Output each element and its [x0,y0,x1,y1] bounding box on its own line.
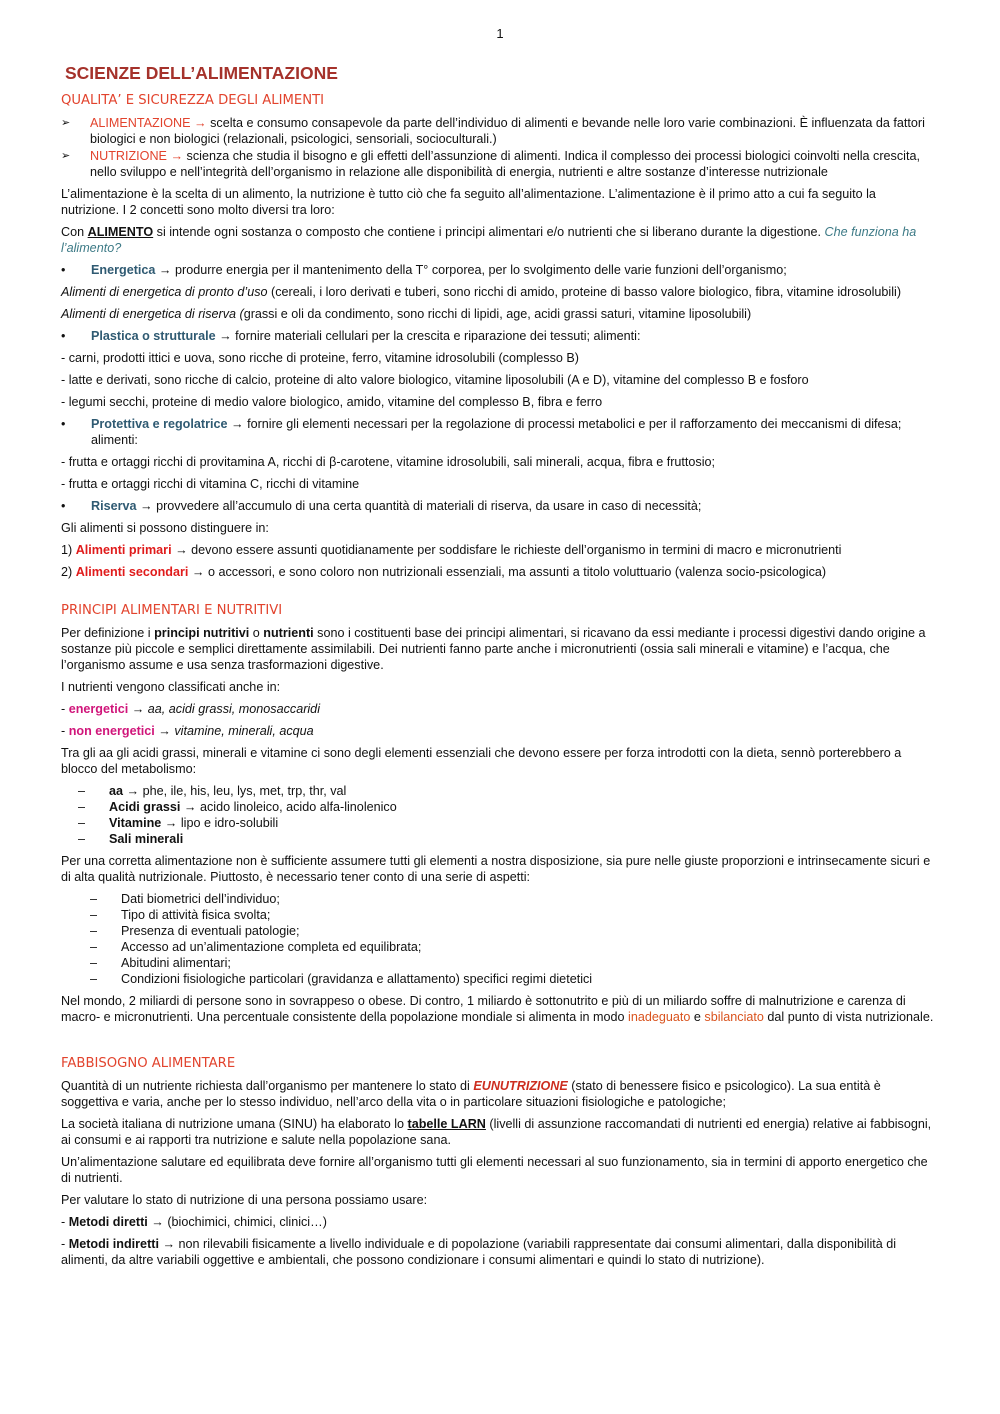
paragraph: L’alimentazione è la scelta di un alimento, la nutrizione è tutto ciò che fa seguito all’alimentazione. L’alimentazione è il primo atto a cui fa seguito la nutrizione. I 2 concetti sono molto diversi tra loro: [61,187,876,217]
item-secondari: 2) Alimenti secondari → o accessori, e sono coloro non nutrizionali essenziali, ma assunti a titolo voluttuario (valenza socio-psicologica) [61,565,827,579]
paragraph-pronto-uso: Alimenti di energetica di pronto d’uso (cereali, i loro derivati e tuberi, sono ricchi di amido, proteine di basso valore biologico, fibra, vitamine idrosolubili) [61,285,902,299]
item-energetici: - energetici → aa, acidi grassi, monosaccaridi [61,702,320,716]
paragraph: I nutrienti vengono classificati anche in: [61,680,281,694]
list-item: – Sali minerali [78,832,184,846]
list-item: – Accesso ad un’alimentazione completa ed equilibrata; [90,940,422,954]
paragraph: Gli alimenti si possono distinguere in: [61,521,269,535]
bullet-icon: • [61,417,66,431]
list-item: - latte e derivati, sono ricche di calcio, proteine di alto valore biologico, vitamine liposolubili (A e D), vitamine del complesso B e fosforo [61,373,809,387]
item-metodi-diretti: - Metodi diretti → (biochimici, chimici, clinici…) [61,1215,327,1229]
list-item: - legumi secchi, proteine di medio valore biologico, amido, vitamine del complesso B, fibra e ferro [61,395,603,409]
document-title: SCIENZE DELL’ALIMENTAZIONE [65,63,338,83]
bullet-plastica: • Plastica o strutturale → fornire materiali cellulari per la crescita e riparazione dei tessuti; alimenti: [61,329,641,343]
bullet-icon: • [61,329,66,343]
bullet-icon: • [61,499,66,513]
paragraph: Per valutare lo stato di nutrizione di una persona possiamo usare: [61,1193,428,1207]
paragraph: Tra gli aa gli acidi grassi, minerali e vitamine ci sono degli elementi essenziali che devono essere per forza introdotti con la dieta, sennò porterebbero a blocco del metabolismo: [61,746,902,776]
essentials-list [78,783,937,847]
definition-nutrizione [61,148,937,180]
page-content [61,62,937,1274]
list-item: – Condizioni fisiologiche particolari (gravidanza e allattamento) specifici regimi dietetici [90,972,593,986]
paragraph: Per definizione i principi nutritivi o nutrienti sono i costituenti base dei principi alimentari, si ricavano da essi mediante i processi digestivi dando origine a sostanze più piccole e semplici direttamente assimilabili. Dei nutrienti fanno parte anche i micronutrienti (ossia sali minerali e vitamine) e l’acqua, che l’organismo assume e usa senza trasformazioni digestive. [61,626,926,672]
arrow-bullet-icon: ➢ [61,117,71,129]
list-item: – Acidi grassi → acido linoleico, acido alfa-linolenico [78,800,397,814]
section-heading-fabbisogno: FABBISOGNO ALIMENTARE [61,1056,236,1071]
paragraph-riserva: Alimenti di energetica di riserva (grassi e oli da condimento, sono ricchi di lipidi, age, acidi grassi saturi, vitamine liposolubili) [61,307,752,321]
bullet-icon: • [61,263,66,277]
list-item: - carni, prodotti ittici e uova, sono ricche di proteine, ferro, vitamine idrosolubili (complesso B) [61,351,579,365]
item-primari: 1) Alimenti primari → devono essere assunti quotidianamente per soddisfare le richieste dell’organismo in termini di macro e micronutrienti [61,543,842,557]
paragraph: Nel mondo, 2 miliardi di persone sono in sovrappeso o obese. Di contro, 1 miliardo è sottonutrito e più di un miliardo soffre di malnutrizione e carenza di macro- e micronutrienti. Una percentuale consistente della popolazione mondiale si alimenta in modo inadeguato e sbilanciato dal punto di vista nutrizionale. [61,994,934,1024]
paragraph: Un’alimentazione salutare ed equilibrata deve fornire all’organismo tutti gli elementi necessari al suo funzionamento, sia in termini di apporto energetico che di nutrienti. [61,1155,928,1185]
paragraph: La società italiana di nutrizione umana (SINU) ha elaborato lo tabelle LARN (livelli di assunzione raccomandati di nutrienti ed energia) relative ai fabbisogni, ai consumi e ai rapporti tra nutrizione e salute nella popolazione sana. [61,1117,932,1147]
definition-list [61,115,937,180]
paragraph: Per una corretta alimentazione non è sufficiente assumere tutti gli elementi a nostra disposizione, sia pure nelle giuste proporzioni e intrinsecamente sicuri e di alta qualità nutrizionale. Piuttosto, è necessario tener conto di una serie di aspetti: [61,854,931,884]
definition-alimentazione [61,115,937,147]
page-number: 1 [496,26,504,41]
list-item: – Vitamine → lipo e idro-solubili [78,816,279,830]
list-item: – Dati biometrici dell’individuo; [90,892,280,906]
section-heading-principi: PRINCIPI ALIMENTARI E NUTRITIVI [61,603,283,618]
item-metodi-indiretti: - Metodi indiretti → non rilevabili fisicamente a livello individuale e di popolazione (variabili rappresentate dai consumi alimentari, dalla disponibilità di alimenti, da altre variabili oggettive e ambientali, che possono condizionare i consumi alimentari e quindi lo stato di nutrizione). [61,1237,897,1267]
list-item: – Tipo di attività fisica svolta; [90,908,271,922]
paragraph: Quantità di un nutriente richiesta dall’organismo per mantenere lo stato di EUNUTRIZIONE (stato di benessere fisico e psicologico). La sua entità è soggettiva e varia, anche per lo stesso individuo, nell’arco della vita o in particolare situazioni fisiologiche e patologiche; [61,1079,881,1109]
section-heading-qualita: QUALITA’ E SICUREZZA DEGLI ALIMENTI [61,93,325,108]
arrow-bullet-icon: ➢ [61,150,71,162]
list-item: – aa → phe, ile, his, leu, lys, met, trp, thr, val [78,784,347,798]
item-non-energetici: - non energetici → vitamine, minerali, acqua [61,724,314,738]
bullet-protettiva: • Protettiva e regolatrice → fornire gli elementi necessari per la regolazione di processi metabolici e per il rafforzamento dei meccanismi di difesa; alimenti: [61,417,902,447]
term-alimentazione: ALIMENTAZIONE → [90,116,207,130]
list-item: – Presenza di eventuali patologie; [90,924,300,938]
aspects-list [90,891,937,987]
bullet-energetica: • Energetica → produrre energia per il mantenimento della T° corporea, per lo svolgimento delle varie funzioni dell’organismo; [61,263,787,277]
list-item: - frutta e ortaggi ricchi di vitamina C, ricchi di vitamine [61,477,360,491]
question-text: Che funziona ha l’alimento? [61,225,917,255]
bullet-riserva: • Riserva → provvedere all’accumulo di una certa quantità di materiali di riserva, da usare in caso di necessità; [61,499,702,513]
term-nutrizione: NUTRIZIONE → [90,149,184,163]
list-item: - frutta e ortaggi ricchi di provitamina A, ricchi di β-carotene, vitamine idrosolubili, sali minerali, acqua, fibra e fruttosio; [61,455,716,469]
definition-text: scienza che studia il bisogno e gli effetti dell’assunzione di alimenti. Indica il complesso dei processi biologici coinvolti nella crescita, nello sviluppo e nell’integrità dell’organismo in relazione alle disponibilità di energia, nutrienti e altre sostanze d’interesse nutrizionale [90,149,920,179]
term-alimento: ALIMENTO [87,225,154,239]
definition-text: scelta e consumo consapevole da parte dell’individuo di alimenti e bevande nelle loro varie combinazioni. È influenzata da fattori biologici e non biologici (relazionali, psicologici, sensoriali, socioculturali.) [90,116,925,146]
paragraph-alimento: Con ALIMENTO si intende ogni sostanza o composto che contiene i principi alimentari e/o nutrienti che si liberano durante la digestione. Che funziona ha l’alimento? [61,225,917,255]
list-item: – Abitudini alimentari; [90,956,231,970]
